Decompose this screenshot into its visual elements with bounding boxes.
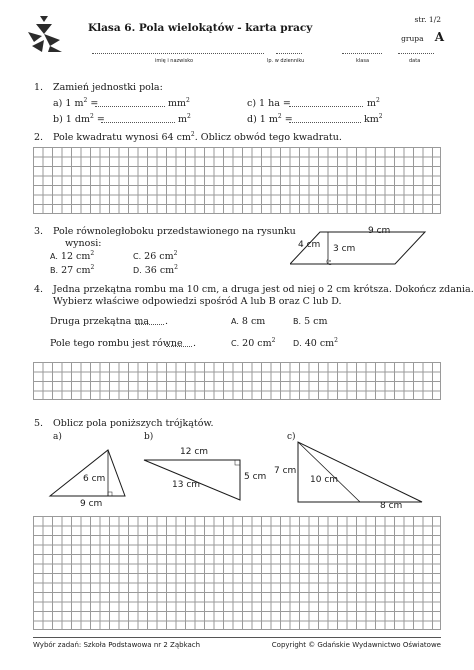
- q4-sentence2-answer[interactable]: [166, 337, 192, 347]
- q2-text-a: Pole kwadratu wynosi 64 cm: [53, 132, 191, 143]
- q3-fig-height: 3 cm: [333, 244, 356, 254]
- q1-b-unit: [178, 114, 191, 126]
- q1-b-label: b) 1 dm: [53, 114, 90, 125]
- q4-dot1: .: [165, 316, 169, 327]
- page-title: Klasa 6. Pola wielokątów - karta pracy: [88, 22, 313, 34]
- opt-value: 40 cm: [304, 338, 335, 349]
- eq: =: [281, 114, 293, 125]
- q1-c: c) 1 ha =: [247, 98, 291, 109]
- sup: 2: [90, 264, 95, 271]
- logo: [26, 14, 66, 54]
- footer-left: Wybór zadań: Szkoła Podstawowa nr 2 Ząbkach: [33, 641, 201, 649]
- q5-fig-c-base: 8 cm: [380, 501, 403, 511]
- q1-d: [247, 114, 293, 126]
- q5-fig-b-top: 12 cm: [180, 447, 209, 457]
- q5-fig-b-right: 5 cm: [244, 472, 267, 482]
- q3-fig-side: 4 cm: [298, 240, 321, 250]
- q1-text: Zamień jednostki pola:: [53, 82, 163, 93]
- q1-a: [53, 98, 98, 110]
- unit: m: [367, 98, 377, 109]
- opt-letter: A.: [231, 317, 239, 326]
- unit: m: [178, 114, 188, 125]
- q5-fig-c-inner: 10 cm: [310, 475, 339, 485]
- q1-c-answer[interactable]: [289, 97, 363, 107]
- sup: 2: [271, 337, 276, 344]
- class-field-label: klasa: [356, 58, 370, 64]
- unit: km: [364, 114, 379, 125]
- opt-letter: D.: [293, 339, 302, 348]
- opt-value: 36 cm: [144, 265, 175, 276]
- q5-fig-a-height: 6 cm: [83, 474, 106, 484]
- q1-a-label: a) 1 m: [53, 98, 84, 109]
- opt-letter: B.: [50, 266, 59, 275]
- opt-value: 5 cm: [304, 316, 328, 327]
- sup: 2: [186, 97, 190, 104]
- q3-option-d[interactable]: [133, 265, 178, 277]
- sup: 2: [89, 113, 94, 120]
- q3-option-b[interactable]: [50, 265, 94, 277]
- q5-fig-b-label: b): [144, 432, 154, 442]
- opt-value: 12 cm: [60, 251, 91, 262]
- q5-fig-a-base: 9 cm: [80, 499, 103, 509]
- footer-right: Copyright © Gdańskie Wydawnictwo Oświatowe: [271, 641, 441, 649]
- page-number: str. 1/2: [414, 15, 441, 24]
- q1-a-unit: [168, 98, 190, 110]
- q1-number: 1.: [34, 82, 44, 93]
- tangram-logo-icon: [26, 14, 66, 54]
- q5-fig-c-label: c): [287, 432, 296, 442]
- q2-text-b: . Oblicz obwód tego kwadratu.: [194, 132, 342, 143]
- q4-dot2: .: [193, 338, 197, 349]
- class-field[interactable]: [342, 44, 382, 54]
- q1-c-unit: [367, 98, 380, 110]
- q1-b-answer[interactable]: [101, 113, 175, 123]
- name-field[interactable]: [92, 44, 264, 54]
- eq: =: [93, 114, 105, 125]
- q4-number: 4.: [34, 284, 44, 295]
- q4-line1: Jedna przekątna rombu ma 10 cm, a druga jest od niej o 2 cm krótsza. Dokończ zdania.: [53, 284, 474, 295]
- group-label: [401, 26, 444, 45]
- opt-value: 20 cm: [242, 338, 272, 349]
- opt-letter: B.: [293, 317, 302, 326]
- opt-value: 26 cm: [144, 251, 174, 262]
- q4-sentence1: Druga przekątna ma: [50, 316, 150, 327]
- q4-answer-grid[interactable]: [33, 362, 441, 400]
- q3-fig-top: 9 cm: [368, 226, 391, 236]
- opt-value: 8 cm: [241, 316, 266, 327]
- opt-letter: A.: [50, 252, 58, 261]
- name-field-label: imię i nazwisko: [155, 58, 194, 64]
- sup: 2: [277, 113, 282, 120]
- q5-answer-grid[interactable]: [33, 516, 441, 630]
- opt-value: 27 cm: [61, 265, 91, 276]
- q3-line1: Pole równoległoboku przedstawionego na rysunku: [53, 226, 296, 237]
- eq: =: [87, 98, 99, 109]
- sup: 2: [83, 97, 88, 104]
- q4-line2: Wybierz właściwe odpowiedzi spośród A lub B oraz C lub D.: [53, 296, 342, 307]
- q3-number: 3.: [34, 226, 44, 237]
- footer-rule: [33, 637, 441, 638]
- number-field[interactable]: [276, 44, 302, 54]
- q1-a-answer[interactable]: [95, 97, 165, 107]
- q4-sentence1-answer[interactable]: [136, 315, 164, 325]
- q1-d-unit: [364, 114, 383, 126]
- q5-text: Oblicz pola poniższych trójkątów.: [53, 418, 214, 429]
- q3-line2: wynosi:: [65, 238, 102, 249]
- opt-letter: C.: [133, 252, 142, 261]
- sup: 2: [190, 131, 195, 138]
- sup: 2: [187, 113, 191, 120]
- date-field-label: data: [409, 58, 421, 64]
- group-value: A: [434, 30, 444, 44]
- q4-option-a[interactable]: [231, 316, 265, 328]
- q5-fig-b-hyp: 13 cm: [172, 480, 201, 490]
- opt-letter: C.: [231, 339, 240, 348]
- group-label-text: grupa: [401, 34, 424, 43]
- q5-fig-c-left: 7 cm: [274, 466, 297, 476]
- q4-option-b[interactable]: [293, 316, 327, 328]
- q1-d-label: d) 1 m: [247, 114, 278, 125]
- sup: 2: [378, 113, 383, 120]
- q3-option-c[interactable]: [133, 251, 177, 263]
- sup: 2: [376, 97, 380, 104]
- q2-text: [53, 132, 342, 144]
- q1-b: [53, 114, 105, 126]
- sup: 2: [90, 250, 95, 257]
- opt-letter: D.: [133, 266, 142, 275]
- q1-d-answer[interactable]: [289, 113, 361, 123]
- q2-number: 2.: [34, 132, 44, 143]
- q4-sentence2: Pole tego rombu jest równe: [50, 338, 183, 349]
- q4-option-d[interactable]: [293, 338, 338, 350]
- date-field[interactable]: [398, 44, 434, 54]
- sup: 2: [334, 337, 338, 344]
- q4-option-c[interactable]: [231, 338, 275, 350]
- sup: 2: [173, 250, 178, 257]
- q5-fig-a-label: a): [53, 432, 62, 442]
- q2-answer-grid[interactable]: [33, 147, 441, 214]
- number-field-label: lp. w dzienniku: [267, 58, 305, 64]
- sup: 2: [174, 264, 178, 271]
- unit: mm: [168, 98, 187, 109]
- q5-number: 5.: [34, 418, 44, 429]
- q3-option-a[interactable]: [50, 251, 94, 263]
